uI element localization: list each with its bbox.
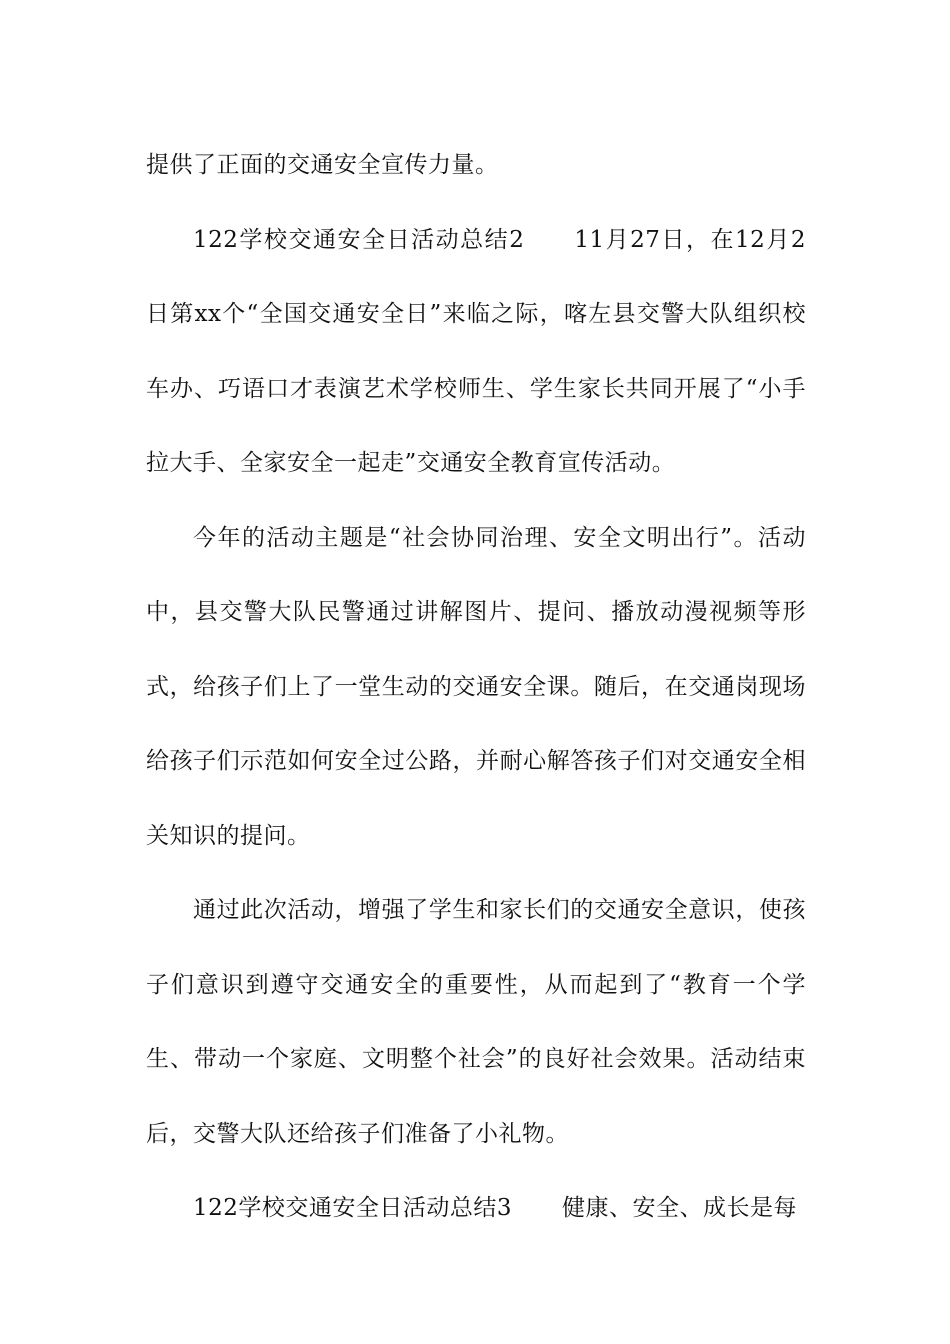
paragraph-text: 通过此次活动，增强了学生和家长们的交通安全意识，使孩子们意识到遵守交通安全的重要性，从而起到了“教育一个学生、带动一个家庭、文明整个社会”的良好社会效果。活动结束后，交警大队还给孩子们准备了小礼物。 [146, 897, 806, 1147]
section-heading: 122学校交通安全日活动总结3 [193, 1195, 513, 1221]
paragraph-2 [146, 203, 806, 501]
paragraph-text: 今年的活动主题是“社会协同治理、安全文明出行”。活动中，县交警大队民警通过讲解图片、提问、播放动漫视频等形式，给孩子们上了一堂生动的交通安全课。随后，在交通岗现场给孩子们示范如何安全过公路，并耐心解答孩子们对交通安全相关知识的提问。 [146, 524, 806, 849]
paragraph-text: 提供了正面的交通安全宣传力量。 [146, 152, 499, 178]
paragraph-4 [146, 873, 806, 1171]
section-heading: 122学校交通安全日活动总结2 [193, 226, 525, 253]
paragraph-text: 健康、安全、成长是每 [562, 1195, 798, 1221]
paragraph-5 [146, 1171, 806, 1246]
paragraph-1 [146, 128, 806, 203]
paragraph-3 [146, 501, 806, 874]
paragraph-text: 11月27日，在12月2日第xx个“全国交通安全日”来临之际，喀左县交警大队组织校车办、巧语口才表演艺术学校师生、学生家长共同开展了“小手拉大手、全家安全一起走”交通安全教育宣传活动。 [146, 226, 806, 476]
document-body [146, 128, 806, 1246]
